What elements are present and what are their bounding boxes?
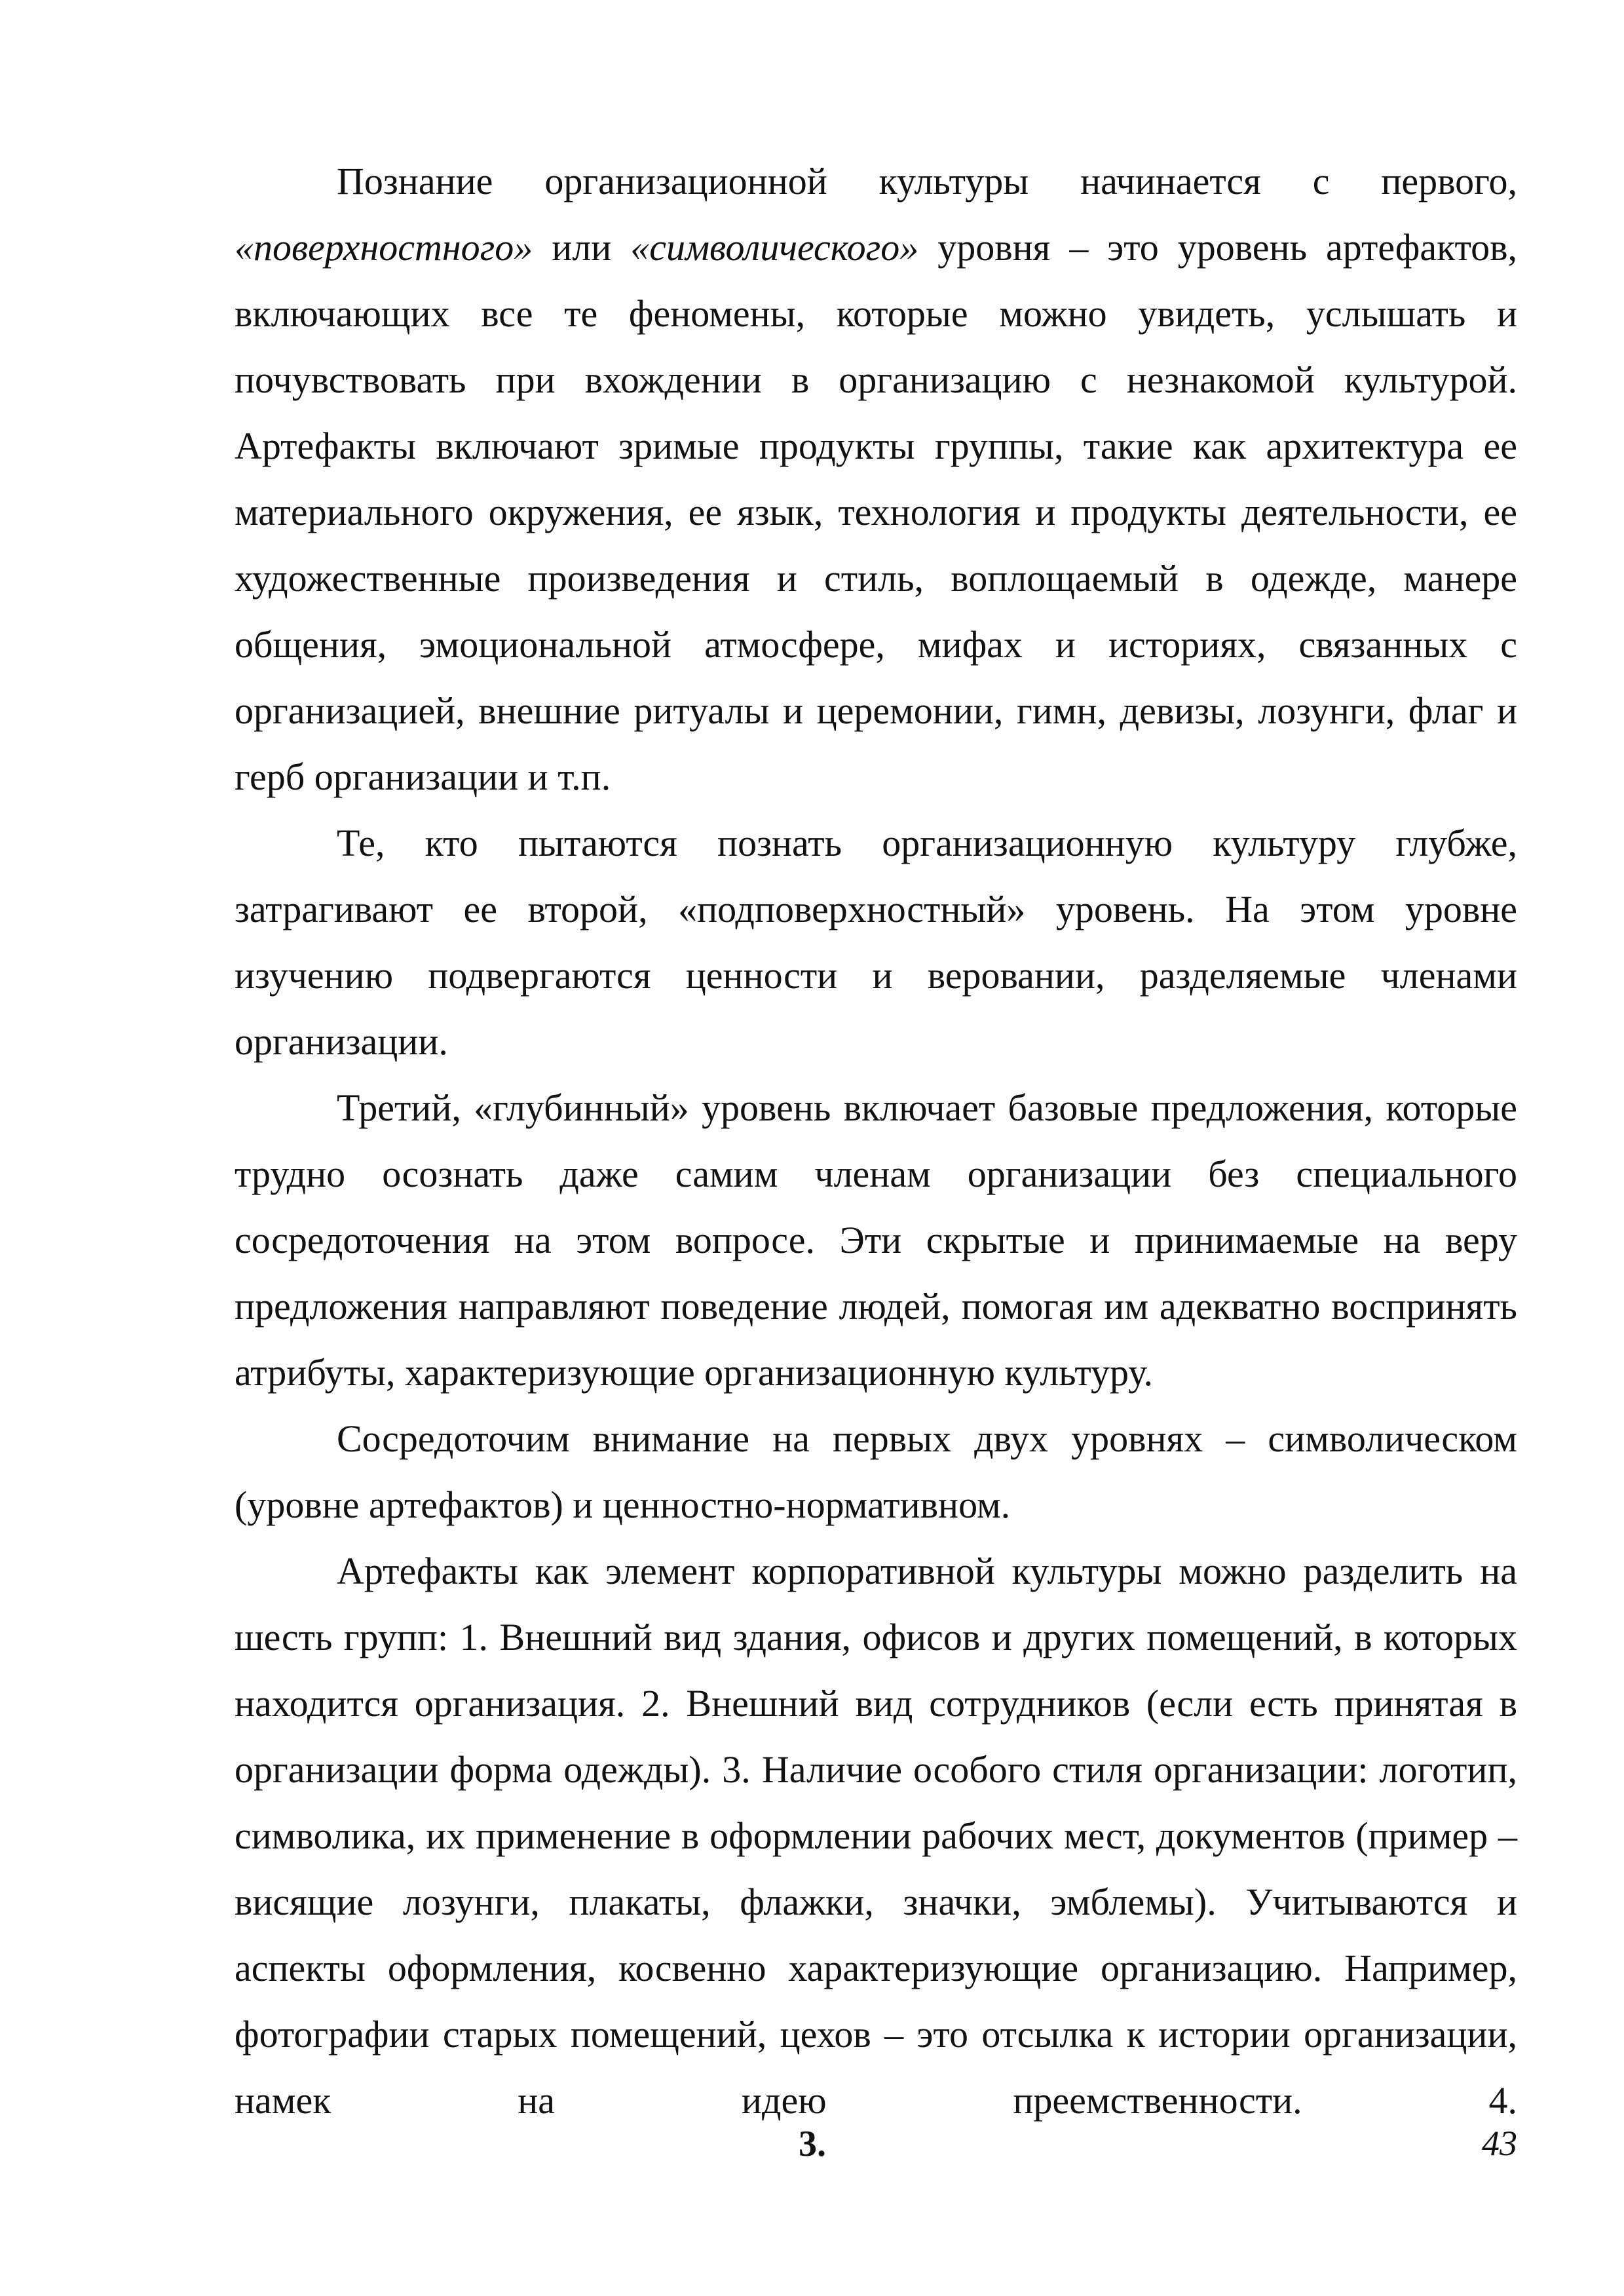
text-run: Артефакты как элемент корпоративной культуры можно разделить на шесть групп: 1. Внешний вид здания, офисов и других помещений, в которых находится организация. 2. Внешний вид сотрудников (если есть принятая в организации форма одежды). 3. Наличие особого стиля организации: логотип, символика, их применение в оформлении рабочих мест, документов (пример – висящие лозунги, плакаты, флажки, значки, эмблемы). Учитываются и аспекты оформления, косвенно характеризующие организацию. Например, фотографии старых помещений, цехов – это отсылка к истории организации, намек на идею преемственности. 4. <box>235 1550 1517 2122</box>
text-run: уровня – это уровень артефактов, включающих все те феномены, которые можно увидеть, услышать и почувствовать при вхождении в организацию с незнакомой культурой. Артефакты включают зримые продукты группы, такие как архитектура ее материального окружения, ее язык, технология и продукты деятельности, ее художественные произведения и стиль, воплощаемый в одежде, манере общения, эмоциональной атмосфере, мифах и историях, связанных с организацией, внешние ритуалы и церемонии, гимн, девизы, лозунги, флаг и герб организации и т.п. <box>235 226 1517 798</box>
paragraph <box>235 1406 1517 1538</box>
footer-section-number: 3. <box>799 2124 826 2164</box>
emphasis-text: «поверхностного» <box>235 226 533 269</box>
text-run: Познание организационной культуры начинается с первого, <box>337 160 1517 202</box>
text-run: Сосредоточим внимание на первых двух уровнях – символическом (уровне артефактов) и ценностно-нормативном. <box>235 1417 1517 1526</box>
paragraph <box>235 1538 1517 2133</box>
text-run: Третий, «глубинный» уровень включает базовые предложения, которые трудно осознать даже самим членам организации без специального сосредоточения на этом вопросе. Эти скрытые и принимаемые на веру предложения направляют поведение людей, помогая им адекватно воспринять атрибуты, характеризующие организационную культуру. <box>235 1086 1517 1394</box>
emphasis-text: «символического» <box>630 226 919 269</box>
text-run: или <box>533 226 631 269</box>
footer-page-number: 43 <box>1482 2124 1517 2163</box>
paragraph <box>235 1075 1517 1406</box>
paragraph <box>235 810 1517 1075</box>
paragraph <box>235 148 1517 810</box>
text-run: Те, кто пытаются познать организационную культуру глубже, затрагивают ее второй, «подповерхностный» уровень. На этом уровне изучению подвергаются ценности и веровании, разделяемые членами организации. <box>235 822 1517 1063</box>
body-text <box>235 148 1517 2133</box>
